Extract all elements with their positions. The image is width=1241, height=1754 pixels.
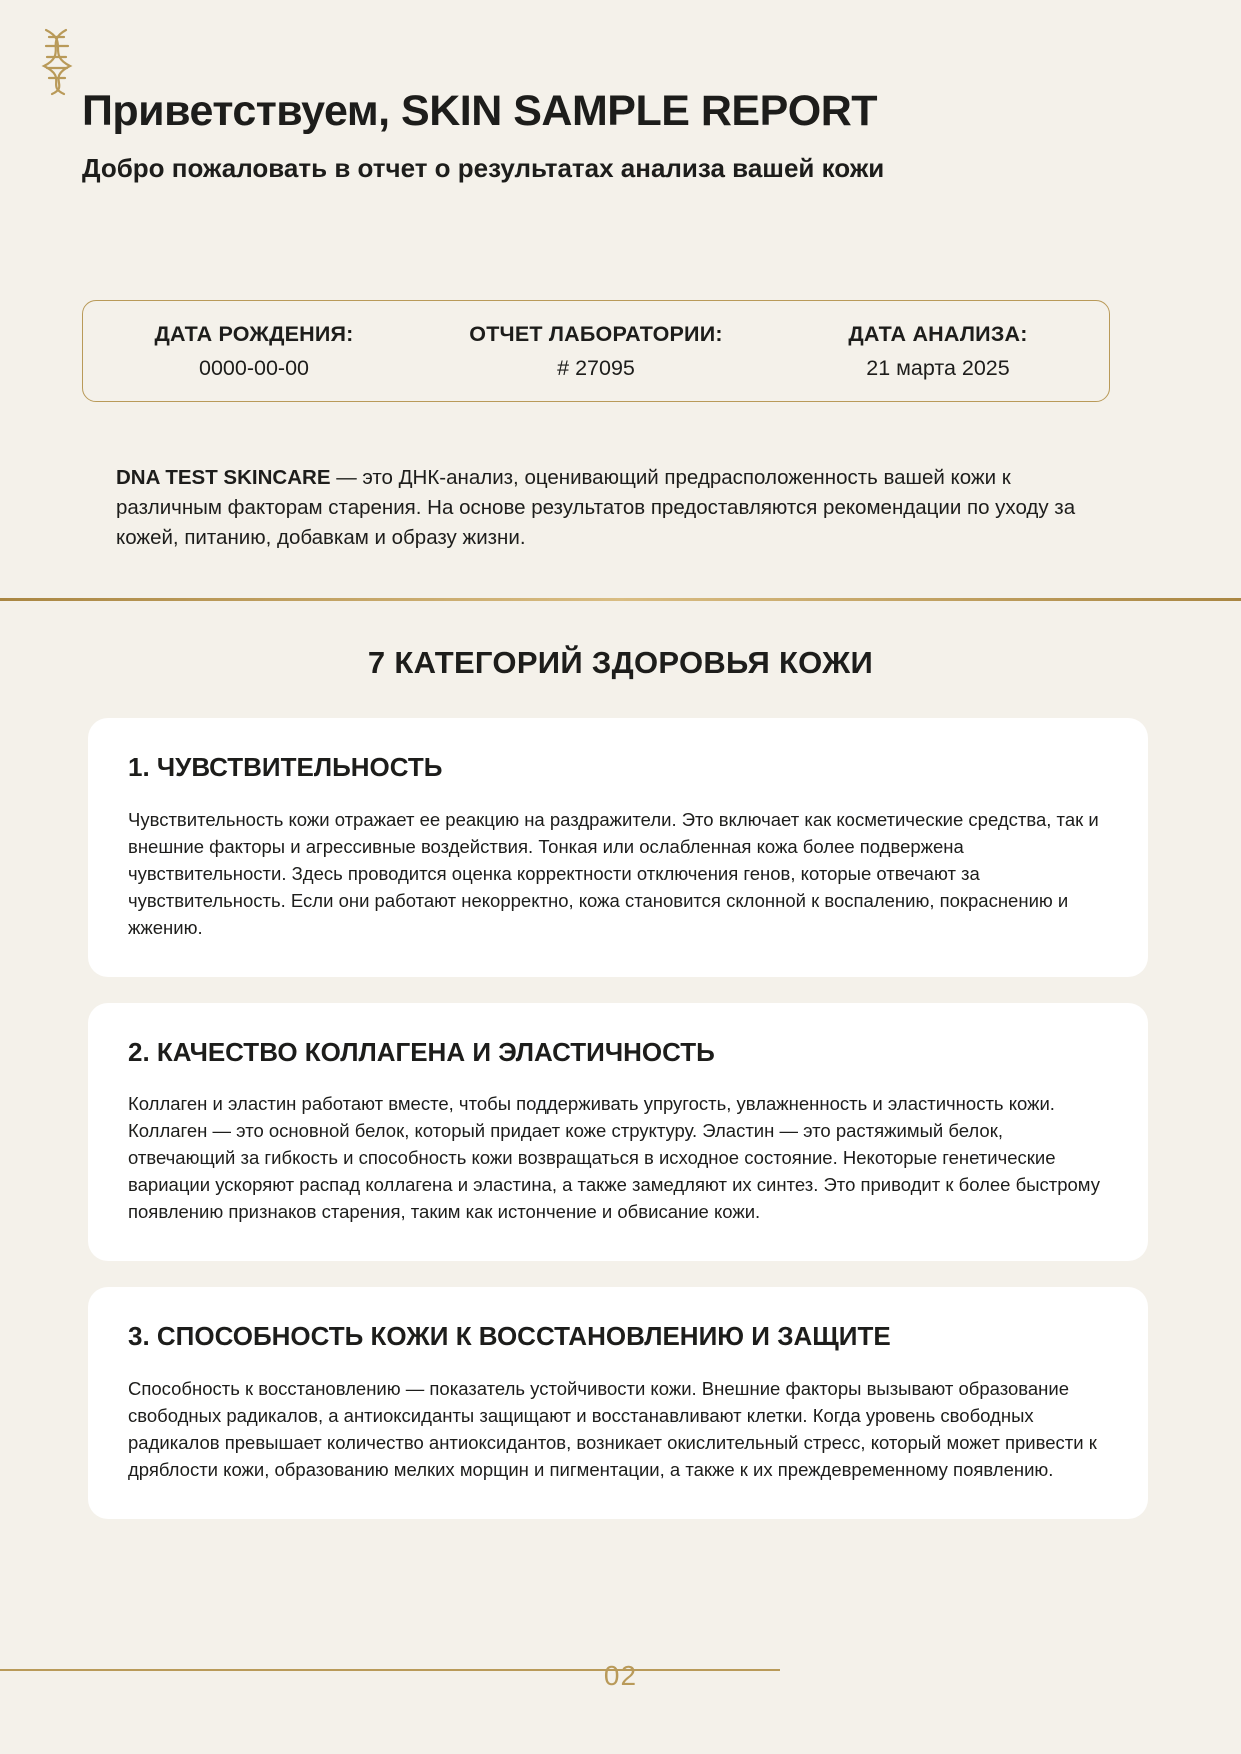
category-card-list bbox=[88, 718, 1148, 1545]
intro-text: — это ДНК-анализ, оценивающий предрасположенность вашей кожи к различным факторам старения. На основе результатов предоставляются рекомендации по уходу за кожей, питанию, добавкам и образу жизни. bbox=[116, 465, 1076, 549]
report-info-card bbox=[82, 300, 1110, 402]
page-title: Приветствуем, SKIN SAMPLE REPORT bbox=[82, 87, 878, 135]
info-analysis-date bbox=[767, 322, 1109, 381]
category-card bbox=[88, 1003, 1148, 1262]
intro-paragraph bbox=[116, 463, 1116, 553]
info-lab-report-label: ОТЧЕТ ЛАБОРАТОРИИ: bbox=[469, 321, 723, 346]
info-lab-report-value: # 27095 bbox=[557, 355, 635, 380]
category-card bbox=[88, 718, 1148, 977]
info-lab-report bbox=[425, 322, 767, 381]
intro-lead: DNA TEST SKINCARE bbox=[116, 465, 331, 489]
info-birth-date bbox=[83, 322, 425, 381]
info-analysis-date-label: ДАТА АНАЛИЗА: bbox=[848, 321, 1028, 346]
section-heading: 7 КАТЕГОРИЙ ЗДОРОВЬЯ КОЖИ bbox=[367, 645, 874, 680]
page-number: 02 bbox=[603, 1660, 638, 1691]
info-analysis-date-value: 21 марта 2025 bbox=[866, 355, 1010, 380]
info-birth-date-value: 0000-00-00 bbox=[199, 355, 309, 380]
category-card-title: 2. КАЧЕСТВО КОЛЛАГЕНА И ЭЛАСТИЧНОСТЬ bbox=[128, 1036, 715, 1067]
category-card-title: 3. СПОСОБНОСТЬ КОЖИ К ВОССТАНОВЛЕНИЮ И ЗАЩИТЕ bbox=[128, 1321, 891, 1352]
page-header bbox=[82, 88, 1112, 186]
category-card bbox=[88, 1287, 1148, 1519]
dna-helix-icon bbox=[36, 26, 80, 96]
category-card-body: Способность к восстановлению — показатель устойчивости кожи. Внешние факторы вызывают образование свободных радикалов, а антиоксиданты защищают и восстанавливают клетки. Когда уровень свободных радикалов превышает количество антиоксидантов, возникает окислительный стресс, который может привести к дряблости кожи, образованию мелких морщин и пигментации, а также к их преждевременному появлению. bbox=[128, 1378, 1097, 1481]
category-card-body: Чувствительность кожи отражает ее реакцию на раздражители. Это включает как косметические средства, так и внешние факторы и агрессивные воздействия. Тонкая или ослабленная кожа более подвержена чувствительности. Здесь проводится оценка корректности отключения генов, которые отвечают за чувствительность. Если они работают некорректно, кожа становится склонной к воспалению, покраснению и жжению. bbox=[128, 808, 1099, 938]
page-subtitle: Добро пожаловать в отчет о результатах анализа вашей кожи bbox=[82, 153, 885, 184]
info-birth-date-label: ДАТА РОЖДЕНИЯ: bbox=[154, 321, 354, 346]
category-card-body: Коллаген и эластин работают вместе, чтобы поддерживать упругость, увлажненность и эластичность кожи. Коллаген — это основной белок, который придает коже структуру. Эластин — это растяжимый белок, отвечающий за гибкость и способность кожи возвращаться в исходное состояние. Некоторые генетические вариации ускоряют распад коллагена и эластина, а также замедляют их синтез. Это приводит к более быстрому появлению признаков старения, таким как истончение и обвисание кожи. bbox=[128, 1093, 1100, 1223]
gold-divider bbox=[0, 598, 1241, 601]
category-card-title: 1. ЧУВСТВИТЕЛЬНОСТЬ bbox=[128, 752, 443, 782]
